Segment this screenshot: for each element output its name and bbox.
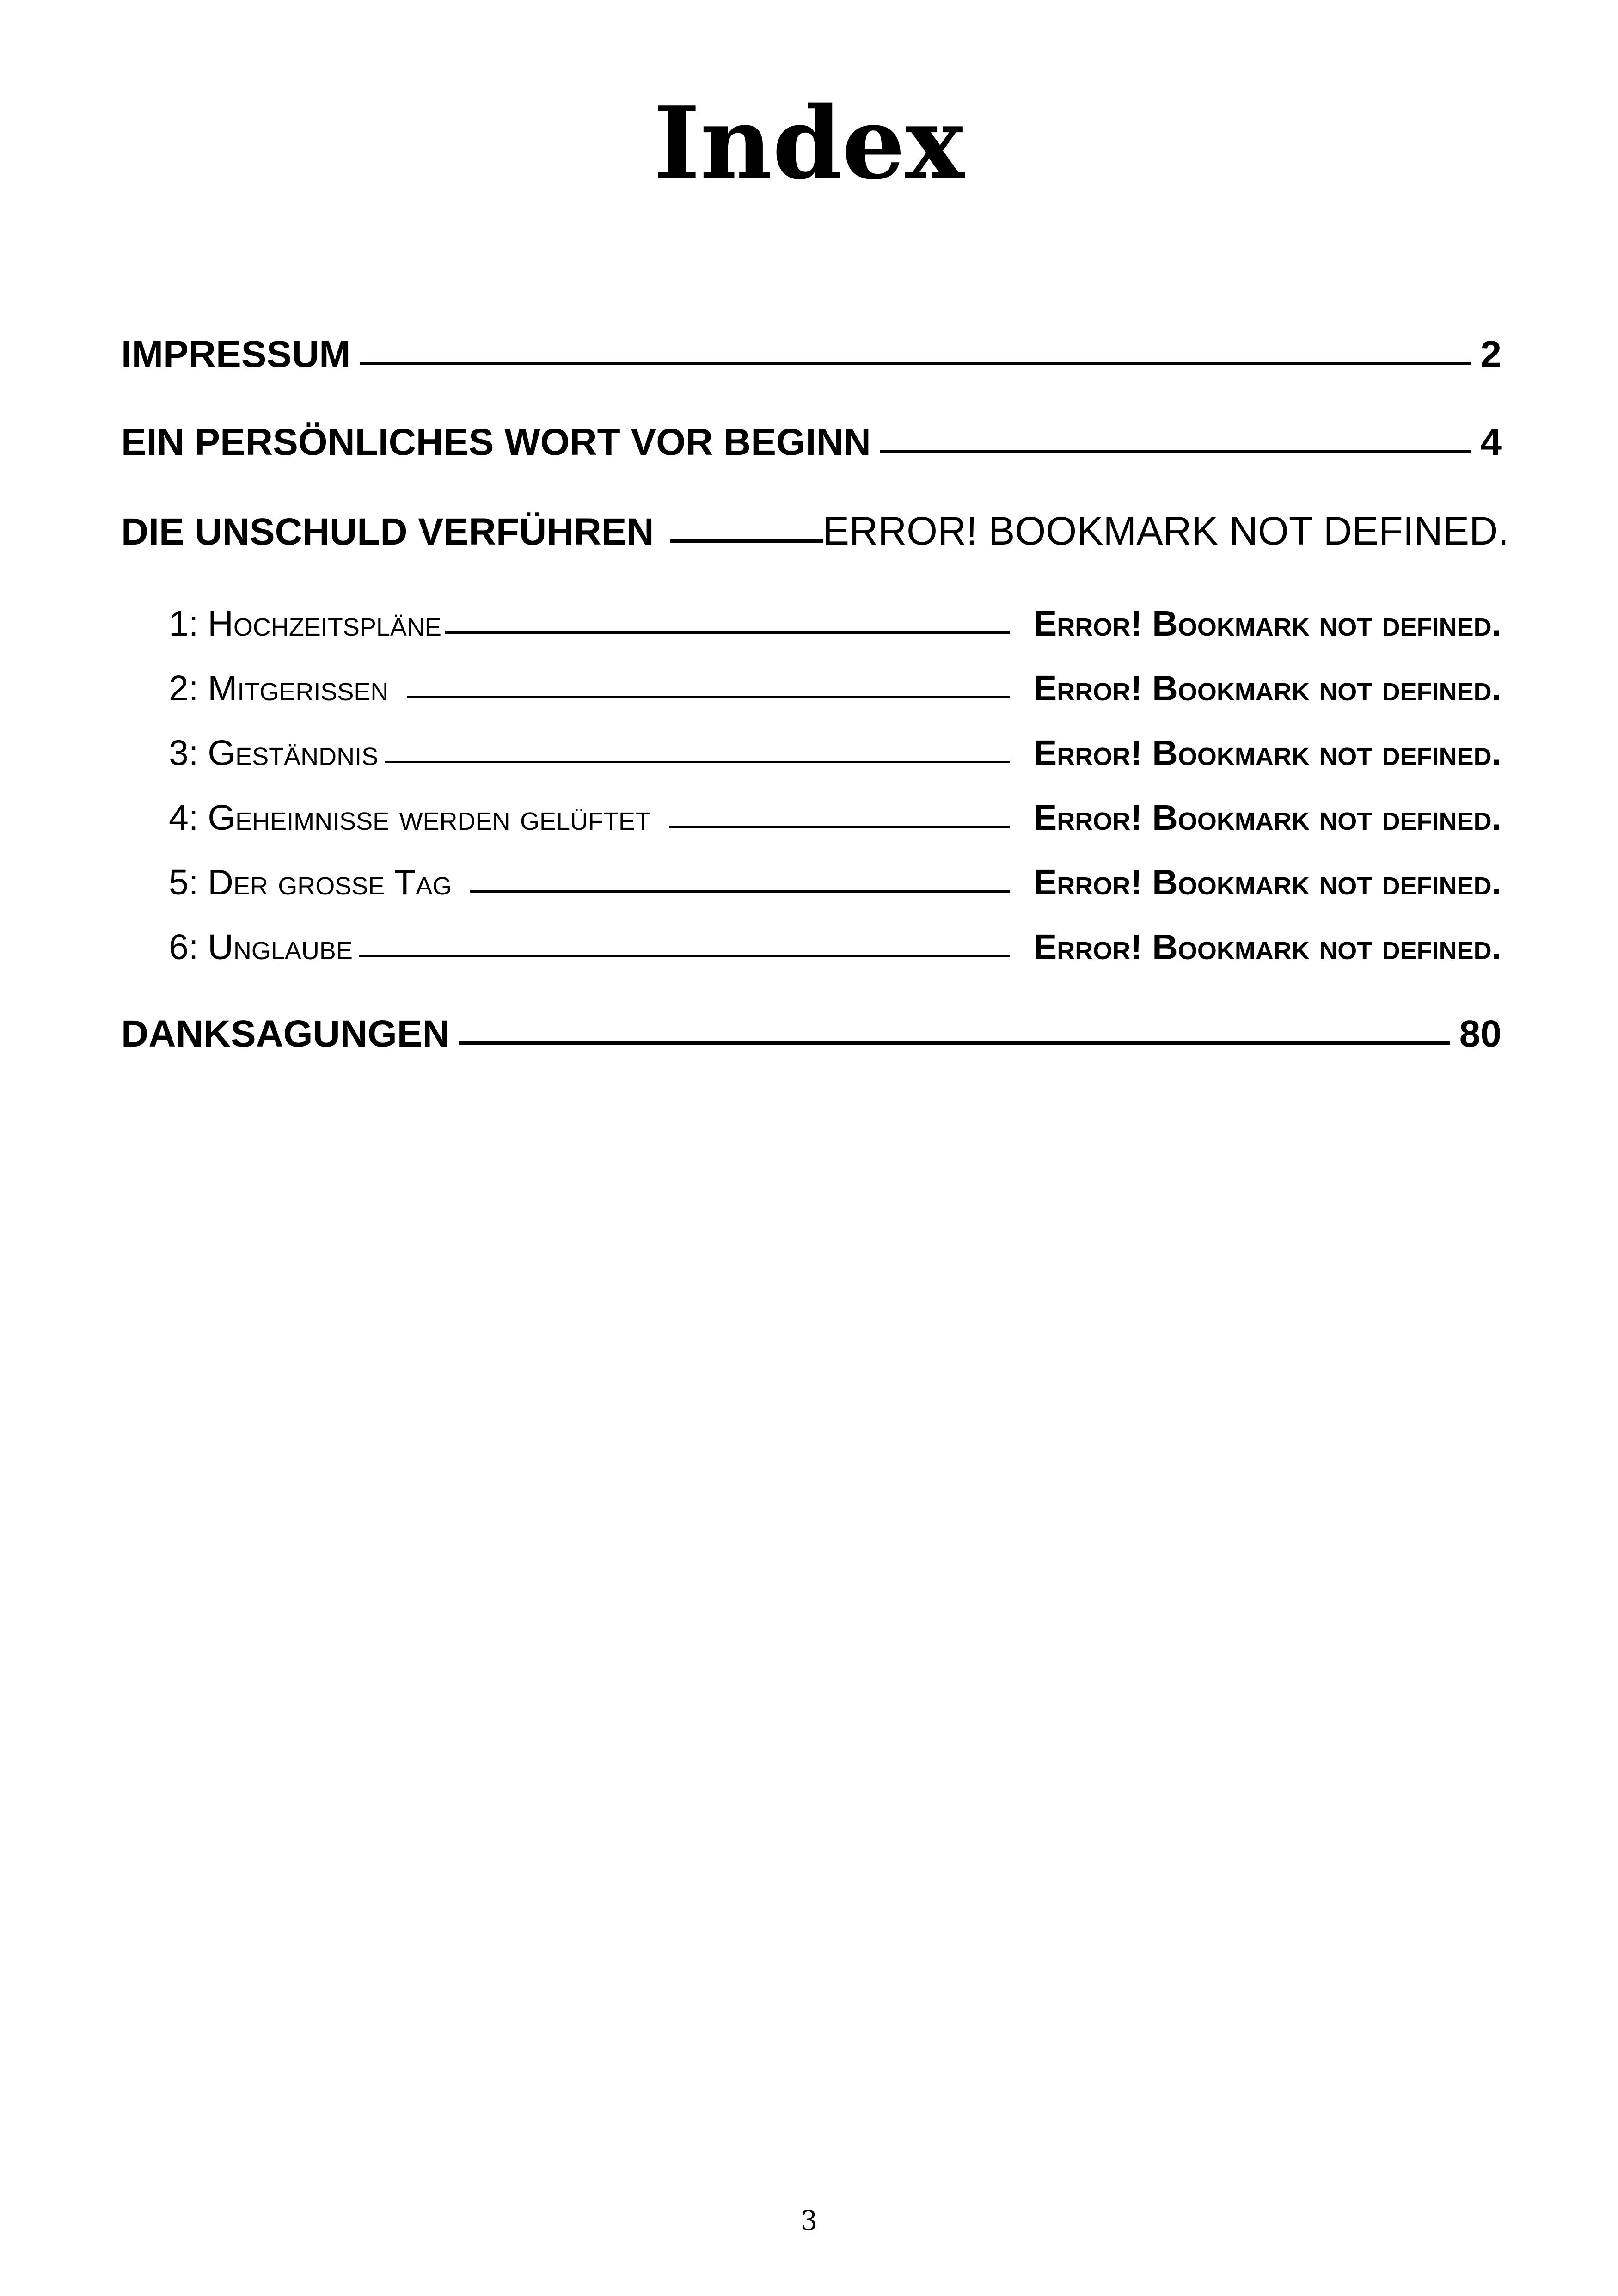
toc-entry-label: IMPRESSUM (121, 333, 351, 375)
toc-leader (359, 955, 1010, 957)
toc-entry-page: 2 (1480, 333, 1502, 375)
toc-chapter-4[interactable] (169, 797, 1502, 844)
toc-entry-personal-word[interactable] (121, 421, 1502, 471)
toc-entry-book-title[interactable] (121, 508, 1509, 559)
chapter-title: Der große Tag (208, 863, 452, 902)
toc-chapter-2[interactable] (169, 668, 1502, 714)
toc-leader (407, 696, 1010, 698)
toc-chapter-5[interactable] (169, 862, 1502, 908)
chapter-title: Hochzeitspläne (208, 604, 441, 643)
toc-entry-acknowledgements[interactable] (121, 1012, 1502, 1063)
chapter-title: Geheimnisse werden gelüftet (208, 798, 650, 838)
toc-leader (385, 761, 1010, 763)
toc-leader (669, 826, 1010, 828)
toc-leader (880, 450, 1471, 453)
toc-chapter-6[interactable] (169, 927, 1502, 973)
page-title: Index (653, 85, 965, 202)
toc-entry-page: 80 (1459, 1013, 1502, 1055)
chapter-title: Geständnis (208, 733, 379, 773)
toc-leader (470, 890, 1010, 893)
chapter-title: Mitgerissen (208, 668, 389, 708)
page-number: 3 (800, 2205, 818, 2236)
chapter-number: 2: (169, 668, 199, 708)
chapter-page: Error! Bookmark not defined. (1033, 927, 1502, 967)
toc-leader (670, 539, 823, 543)
chapter-number: 1: (169, 604, 199, 643)
chapter-page: Error! Bookmark not defined. (1033, 798, 1502, 838)
chapter-number: 5: (169, 863, 199, 902)
toc-entry-impressum[interactable] (121, 333, 1502, 384)
toc-leader (445, 631, 1010, 634)
toc-entry-page: ERROR! BOOKMARK NOT DEFINED. (822, 509, 1509, 553)
chapter-page: Error! Bookmark not defined. (1033, 604, 1502, 643)
toc-leader (360, 362, 1471, 365)
toc-entry-label: EIN PERSÖNLICHES WORT VOR BEGINN (121, 421, 871, 463)
toc-entry-page: 4 (1480, 421, 1502, 463)
toc-chapter-3[interactable] (169, 733, 1502, 779)
chapter-number: 4: (169, 798, 199, 838)
chapter-number: 6: (169, 927, 199, 967)
toc-chapter-1[interactable] (169, 603, 1502, 649)
chapter-page: Error! Bookmark not defined. (1033, 668, 1502, 708)
chapter-page: Error! Bookmark not defined. (1033, 733, 1502, 773)
toc-entry-label: DANKSAGUNGEN (121, 1013, 450, 1055)
toc-entry-label: DIE UNSCHULD VERFÜHREN (121, 511, 654, 553)
toc-leader (459, 1041, 1450, 1045)
chapter-number: 3: (169, 733, 199, 773)
chapter-page: Error! Bookmark not defined. (1033, 863, 1502, 902)
chapter-title: Unglaube (208, 927, 353, 967)
